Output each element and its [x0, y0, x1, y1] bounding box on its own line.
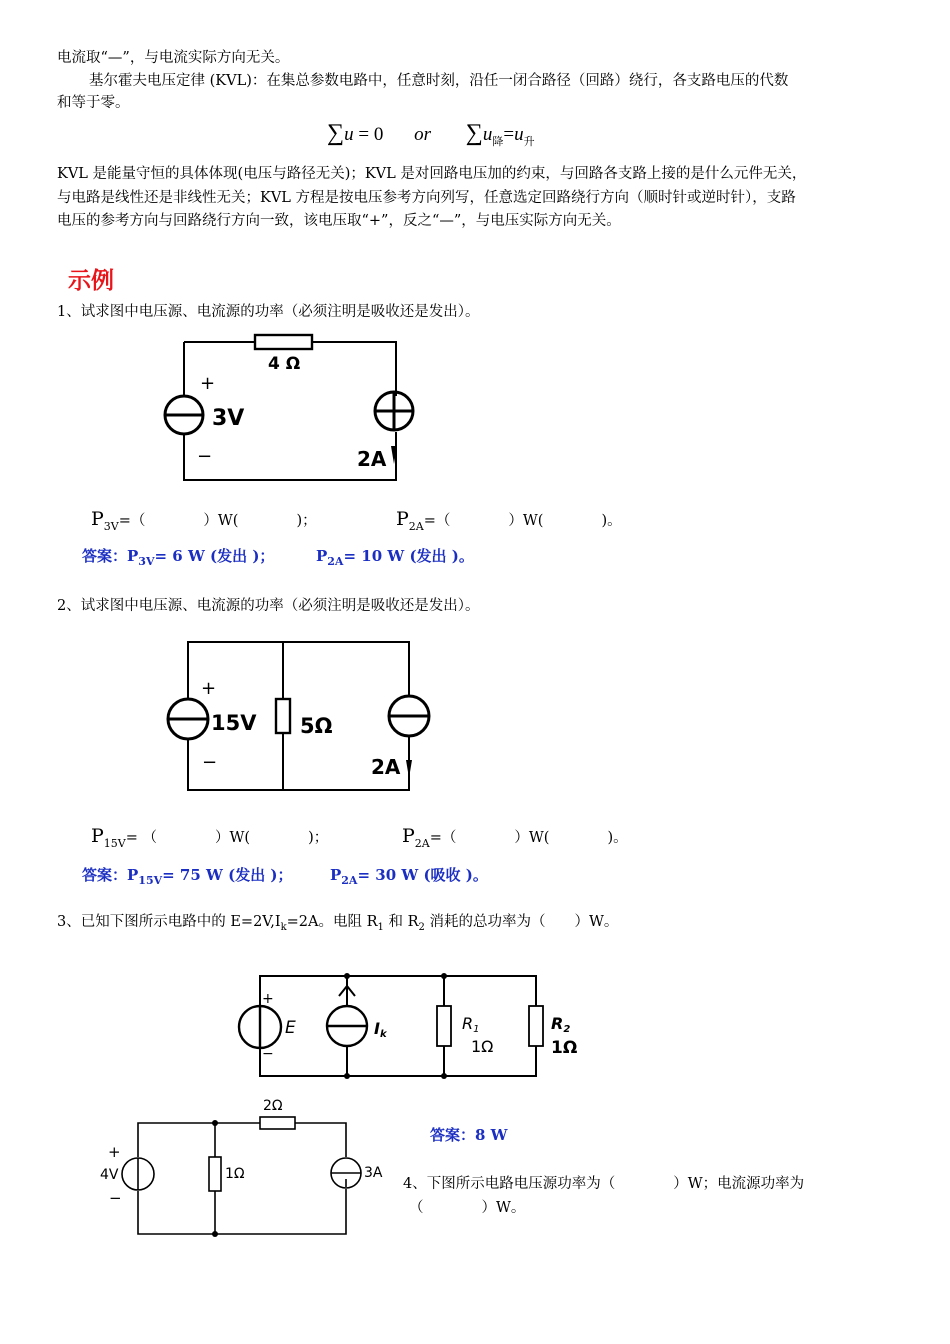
svg-text:3V: 3V — [212, 406, 245, 431]
svg-text:+: + — [201, 678, 217, 699]
svg-text:3A: 3A — [364, 1165, 383, 1181]
answer-2b: $P_{2A}= 30$ W (吸收 )。 — [330, 866, 488, 887]
answer-3: 答案：8 W — [430, 1126, 508, 1144]
svg-text:R2: R2 — [551, 1014, 571, 1035]
svg-text:−: − — [109, 1189, 122, 1207]
kvl-description: 电压的参考方向与回路绕行方向一致，该电压取“+”，反之“—”，与电压实际方向无关。 — [57, 213, 621, 229]
circuit-diagram-2 — [160, 636, 450, 801]
question-3: 3、已知下图所示电路中的 $E=2V,I_k=2A$。电阻 $R_1$ 和 $R_2$ 消耗的总功率为（ ）W。 — [57, 914, 619, 933]
answer-2: 答案：$P_{15V}= 75$ W (发出 )； — [82, 866, 293, 887]
resistor-r1 — [437, 1006, 451, 1046]
circuit-diagram-4 — [95, 1095, 395, 1245]
svg-text:E: E — [285, 1018, 296, 1038]
answer-1b: $P_{2A}= 10$ W (发出 )。 — [316, 547, 474, 568]
resistor-top — [260, 1117, 295, 1129]
resistor — [276, 699, 290, 733]
section-title: 示例 — [68, 268, 114, 294]
power-blank-3v: $P_{3V}=$（ ）W( )； — [91, 508, 317, 533]
question-4-cont: （ ）W。 — [409, 1200, 526, 1216]
svg-text:−: − — [202, 752, 218, 773]
kvl-description: KVL 是能量守恒的具体体现(电压与路径无关)；KVL 是对回路电压加的约束，与回路各支路上接的是什么元件无关， — [57, 166, 807, 182]
answer-1: 答案：$P_{3V}= 6$ W (发出 )； — [82, 547, 275, 568]
text-line: 电流取“—”，与电流实际方向无关。 — [57, 50, 290, 66]
power-blank-2a: $P_{2A}=$（ ）W( )。 — [396, 508, 622, 533]
power-blank-2a: $P_{2A}=$（ ）W( )。 — [402, 825, 628, 850]
resistor-r2 — [529, 1006, 543, 1046]
resistor-mid — [209, 1157, 221, 1191]
svg-text:−: − — [197, 446, 213, 467]
svg-text:R1: R1 — [462, 1014, 480, 1035]
svg-text:1Ω: 1Ω — [471, 1037, 494, 1056]
svg-text:15V: 15V — [211, 711, 257, 735]
svg-text:+: + — [262, 991, 274, 1007]
circuit-diagram-1 — [150, 328, 440, 488]
svg-text:4 Ω: 4 Ω — [268, 354, 301, 374]
resistor — [255, 335, 312, 349]
svg-text:4V: 4V — [100, 1167, 119, 1183]
svg-text:2A: 2A — [357, 447, 387, 471]
svg-text:2A: 2A — [371, 755, 401, 779]
svg-text:1Ω: 1Ω — [225, 1166, 245, 1182]
question-2: 2、试求图中电压源、电流源的功率（必须注明是吸收还是发出）。 — [57, 598, 480, 614]
arrow-icon — [406, 760, 412, 778]
power-blank-15v: $P_{15V}=$ （ ）W( )； — [91, 825, 329, 850]
kvl-formula: ∑u = 0 or $\sum u_降=u_升$ — [327, 120, 535, 148]
question-1: 1、试求图中电压源、电流源的功率（必须注明是吸收还是发出）。 — [57, 304, 480, 320]
kvl-definition-cont: 和等于零。 — [57, 95, 130, 111]
svg-text:+: + — [108, 1143, 121, 1161]
circuit-diagram-3 — [225, 958, 585, 1083]
svg-text:1Ω: 1Ω — [551, 1038, 578, 1058]
svg-text:Ik: Ik — [374, 1019, 387, 1040]
svg-text:2Ω: 2Ω — [263, 1098, 283, 1114]
svg-text:+: + — [200, 373, 216, 394]
svg-text:−: − — [262, 1046, 274, 1062]
svg-text:5Ω: 5Ω — [300, 714, 333, 738]
question-4: 4、下图所示电路电压源功率为（ ）W；电流源功率为 — [403, 1176, 805, 1192]
kvl-definition: 基尔霍夫电压定律 (KVL)：在集总参数电路中，任意时刻，沿任一闭合路径（回路）绕行，各支路电压的代数 — [89, 73, 789, 89]
kvl-description: 与电路是线性还是非线性无关；KVL 方程是按电压参考方向列写，任意选定回路绕行方向（顺时针或逆时针），支路 — [57, 190, 796, 206]
